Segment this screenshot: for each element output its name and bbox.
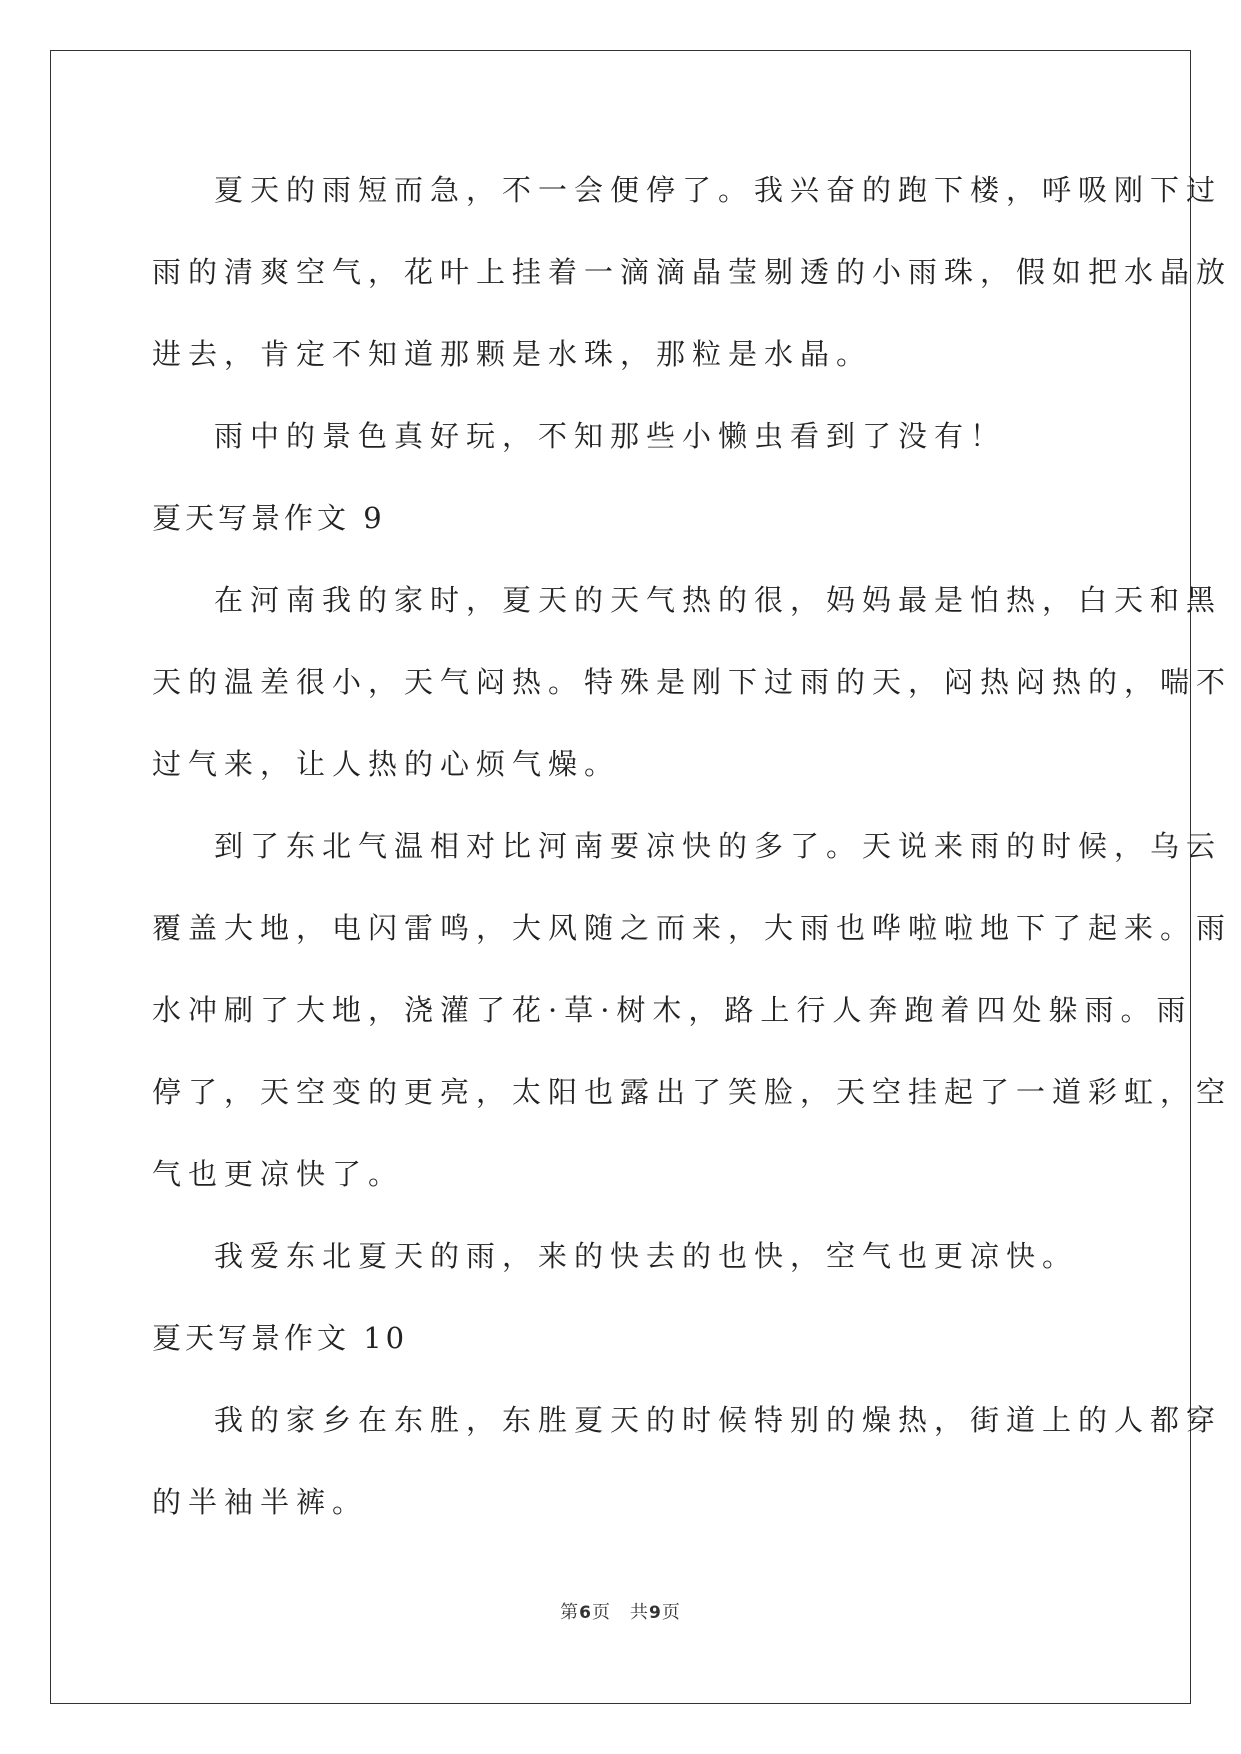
paragraph-line: 我的家乡在东胜，东胜夏天的时候特别的燥热，街道上的人都穿 — [214, 1403, 1223, 1437]
paragraph-line: 覆盖大地，电闪雷鸣，大风随之而来，大雨也哗啦啦地下了起来。雨 — [152, 911, 1233, 945]
document-body — [152, 149, 1233, 1543]
paragraph-line: 气也更凉快了。 — [152, 1157, 405, 1191]
paragraph-line: 的半袖半裤。 — [152, 1485, 369, 1519]
paragraph-line: 过气来，让人热的心烦气燥。 — [152, 747, 621, 781]
paragraph-line: 停了，天空变的更亮，太阳也露出了笑脸，天空挂起了一道彩虹，空 — [152, 1075, 1233, 1109]
paragraph-line: 我爱东北夏天的雨，来的快去的也快，空气也更凉快。 — [214, 1239, 1079, 1273]
footer-middle: 页 共 — [592, 1602, 649, 1623]
footer-suffix: 页 — [661, 1602, 681, 1623]
paragraph-line: 在河南我的家时，夏天的天气热的很，妈妈最是怕热，白天和黑 — [214, 583, 1223, 617]
paragraph-line: 雨中的景色真好玩，不知那些小懒虫看到了没有！ — [214, 419, 1007, 453]
paragraph-line: 水冲刷了大地，浇灌了花·草·树木，路上行人奔跑着四处躲雨。雨 — [152, 993, 1193, 1027]
section-heading: 夏天写景作文 10 — [152, 1321, 409, 1355]
section-heading: 夏天写景作文 9 — [152, 501, 386, 535]
current-page-number: 6 — [579, 1603, 592, 1623]
paragraph-line: 天的温差很小，天气闷热。特殊是刚下过雨的天，闷热闷热的，喘不 — [152, 665, 1233, 699]
paragraph-line: 雨的清爽空气，花叶上挂着一滴滴晶莹剔透的小雨珠，假如把水晶放 — [152, 255, 1233, 289]
total-pages-number: 9 — [649, 1603, 662, 1623]
paragraph-line: 到了东北气温相对比河南要凉快的多了。天说来雨的时候，乌云 — [214, 829, 1223, 863]
page-footer — [0, 1598, 1241, 1624]
paragraph-line: 进去，肯定不知道那颗是水珠，那粒是水晶。 — [152, 337, 873, 371]
paragraph-line: 夏天的雨短而急，不一会便停了。我兴奋的跑下楼，呼吸刚下过 — [214, 173, 1223, 207]
footer-prefix: 第 — [560, 1602, 580, 1623]
